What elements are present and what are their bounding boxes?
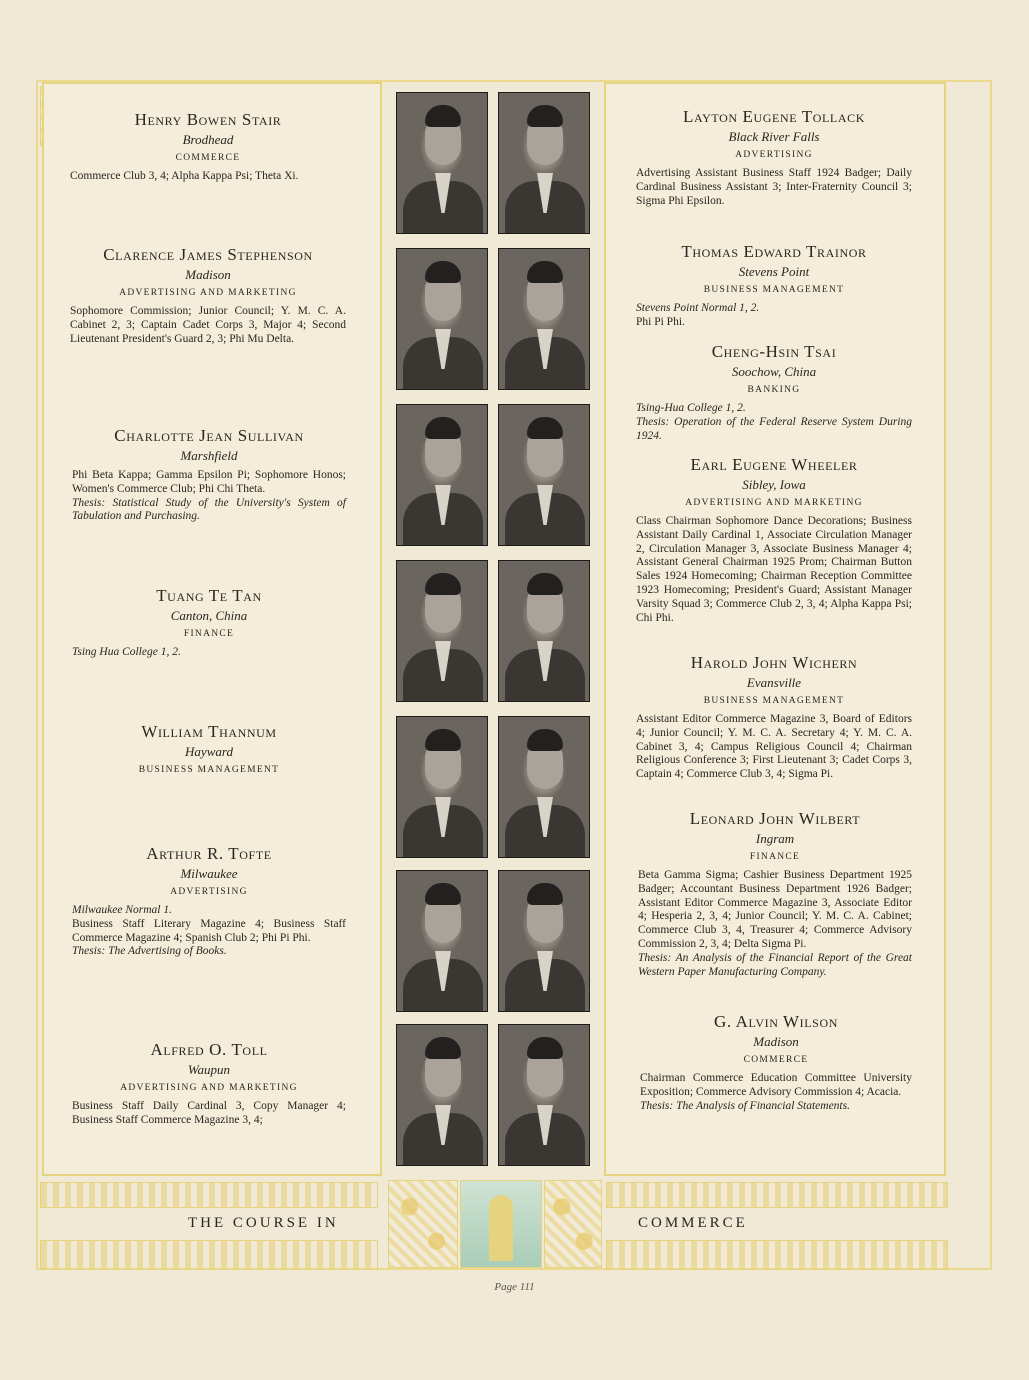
activities	[70, 305, 346, 346]
department: FINANCE	[749, 852, 801, 862]
student-entry	[636, 242, 912, 330]
hometown: Milwaukee	[180, 866, 238, 881]
department: FINANCE	[183, 629, 235, 639]
ornament-band-upper-right	[606, 1182, 948, 1208]
student-entry	[636, 107, 912, 208]
student-name: Charlotte Jean Sullivan	[114, 426, 304, 445]
student-name: Leonard John Wilbert	[689, 809, 861, 828]
portrait-photo-right	[498, 1024, 590, 1166]
activities-text: Phi Pi Phi.	[636, 315, 685, 328]
student-name: Clarence James Stephenson	[103, 245, 313, 264]
activities	[70, 170, 346, 184]
thesis-or-prior-school: Thesis: Operation of the Federal Reserve System During 1924.	[636, 415, 912, 442]
student-entry	[636, 653, 912, 782]
hometown: Soochow, China	[731, 364, 817, 379]
portrait-photo-right	[498, 716, 590, 858]
thesis-or-prior-school: Thesis: The Analysis of Financial Statements.	[640, 1099, 850, 1112]
thesis-or-prior-school: Tsing Hua College 1, 2.	[72, 646, 181, 658]
thesis-or-prior-school: Tsing-Hua College 1, 2.	[636, 402, 746, 414]
activities	[636, 713, 912, 782]
hometown: Ingram	[755, 831, 795, 846]
department: BUSINESS MANAGEMENT	[703, 696, 845, 706]
portrait-photo-left	[396, 1024, 488, 1166]
portrait-photo-left	[396, 404, 488, 546]
portrait-photo-right	[498, 560, 590, 702]
department: BUSINESS MANAGEMENT	[703, 285, 845, 295]
thesis-or-prior-school: Thesis: An Analysis of the Financial Report of the Great Western Paper Manufacturing Company.	[638, 951, 912, 978]
department: BUSINESS MANAGEMENT	[138, 765, 280, 775]
department: BANKING	[747, 385, 801, 395]
activities	[72, 469, 346, 524]
student-name: Thomas Edward Trainor	[681, 242, 867, 261]
activities-text: Commerce Club 3, 4; Alpha Kappa Psi; Theta Xi.	[70, 170, 299, 182]
activities-text: Beta Gamma Sigma; Cashier Business Department 1925 Badger; Accountant Business Department 1926 Badger; Assistant Editor Commerce Magazine 3, Associate Editor 4; Hesperia 2, 3, 4; Junior Council; Y. M. C. A. Cabinet; Commerce Club 3, 4, Treasurer 4; Commerce Advisory Commission 2, 3, 4; Delta Sigma Pi.	[638, 869, 912, 950]
activities	[72, 646, 346, 660]
thesis-or-prior-school: Thesis: The Advertising of Books.	[72, 945, 227, 958]
student-entry	[640, 1012, 912, 1113]
student-name: Henry Bowen Stair	[134, 110, 282, 129]
activities-text: Business Staff Daily Cardinal 3, Copy Manager 4; Business Staff Commerce Magazine 3, 4;	[72, 1100, 346, 1126]
hometown: Brodhead	[182, 132, 234, 147]
department: ADVERTISING	[170, 887, 248, 897]
activities	[640, 1072, 912, 1113]
ornament-center-left	[388, 1180, 458, 1268]
department: ADVERTISING AND MARKETING	[119, 288, 297, 298]
ornament-center-right	[544, 1180, 602, 1268]
student-name: Alfred O. Toll	[150, 1040, 268, 1059]
activities-text: Sophomore Commission; Junior Council; Y. M. C. A. Cabinet 2, 3; Captain Cadet Corps 3, Major 4; Second Lieutenant President's Guard 2, 3; Phi Mu Delta.	[70, 305, 346, 345]
activities	[636, 167, 912, 208]
hometown: Waupun	[187, 1062, 231, 1077]
footer-right-text: COMMERCE	[638, 1215, 748, 1231]
student-entry	[636, 455, 912, 625]
activities-text: Advertising Assistant Business Staff 1924 Badger; Daily Cardinal Business Assistant 3; Inter-Fraternity Council 3; Sigma Phi Epsilon.	[636, 167, 912, 207]
student-name: Arthur R. Tofte	[146, 844, 272, 863]
ornament-band-upper	[40, 1182, 378, 1208]
hometown: Stevens Point	[738, 264, 810, 279]
portrait-photo-right	[498, 92, 590, 234]
ornament-band-lower	[40, 1240, 378, 1270]
activities	[636, 302, 912, 330]
activities	[72, 1100, 346, 1128]
department: ADVERTISING AND MARKETING	[685, 498, 863, 508]
student-entry	[72, 844, 346, 959]
hometown: Canton, China	[170, 608, 248, 623]
activities-text: Assistant Editor Commerce Magazine 3, Board of Editors 4; Junior Council; Y. M. C. A. Secretary 4; Y. M. C. A. Cabinet 3, 4; Campus Religious Council 4; Chairman Religious Conference 3; First Lieutenant 3; Cadet Corps 3, Captain 4; Commerce Club 3, 4; Sigma Pi.	[636, 713, 912, 781]
department: COMMERCE	[175, 153, 241, 163]
activities	[636, 402, 912, 443]
student-entry	[70, 245, 346, 346]
activities-text: Chairman Commerce Education Committee University Exposition; Commerce Advisory Commission 4; Acacia.	[640, 1072, 912, 1098]
portrait-photo-right	[498, 870, 590, 1012]
activities	[72, 904, 346, 959]
student-entry	[638, 809, 912, 979]
student-name: G. Alvin Wilson	[714, 1012, 838, 1031]
activities-text: Class Chairman Sophomore Dance Decorations; Business Assistant Daily Cardinal 1, Associate Circulation Manager 2, Circulation Manager 3, Associate Business Manager 4; Assistant General Chairman 1925 Prom; Chairman Button Sales 1924 Homecoming; Chairman Reception Committee 1923 Homecoming; President's Guard; Assistant Manager Varsity Squad 3; Commerce Club 2, 3, 4; Alpha Kappa Psi; Chi Phi.	[636, 515, 912, 624]
student-name: Cheng-Hsin Tsai	[711, 342, 837, 361]
student-name: Tuang Te Tan	[156, 586, 262, 605]
thesis-or-prior-school: Milwaukee Normal 1.	[72, 904, 172, 916]
student-entry	[636, 342, 912, 443]
portrait-photo-left	[396, 560, 488, 702]
ornament-band-lower-right	[606, 1240, 948, 1270]
student-entry	[72, 1040, 346, 1128]
hometown: Hayward	[185, 744, 233, 759]
department: ADVERTISING AND MARKETING	[120, 1083, 298, 1093]
hometown: Madison	[185, 267, 231, 282]
portrait-photo-left	[396, 716, 488, 858]
department: COMMERCE	[743, 1055, 809, 1065]
student-name: Layton Eugene Tollack	[683, 107, 865, 126]
thesis-or-prior-school: Thesis: Statistical Study of the University's System of Tabulation and Purchasing.	[72, 496, 346, 523]
hometown: Evansville	[746, 675, 802, 690]
emblem-figure	[460, 1180, 542, 1268]
department: ADVERTISING	[735, 150, 813, 160]
footer-left-text: THE COURSE IN	[188, 1215, 339, 1231]
student-entry	[72, 722, 346, 778]
activities	[638, 869, 912, 979]
thesis-or-prior-school: Stevens Point Normal 1, 2.	[636, 302, 760, 314]
portrait-photo-right	[498, 404, 590, 546]
student-name: Harold John Wichern	[690, 653, 858, 672]
portrait-photo-left	[396, 92, 488, 234]
student-entry	[70, 110, 346, 184]
activities-text: Phi Beta Kappa; Gamma Epsilon Pi; Sophomore Honos; Women's Commerce Club; Phi Chi Theta.	[72, 469, 346, 495]
activities-text: Business Staff Literary Magazine 4; Business Staff Commerce Magazine 4; Spanish Club 2; Phi Pi Phi.	[72, 917, 346, 944]
hometown: Madison	[753, 1034, 799, 1049]
student-entry	[72, 426, 346, 524]
student-entry	[72, 586, 346, 660]
page-number: Page 111	[494, 1281, 535, 1293]
hometown: Black River Falls	[728, 129, 820, 144]
hometown: Sibley, Iowa	[742, 477, 806, 492]
portrait-photo-left	[396, 248, 488, 390]
activities	[636, 515, 912, 625]
hometown: Marshfield	[180, 448, 238, 463]
portrait-photo-left	[396, 870, 488, 1012]
portrait-photo-right	[498, 248, 590, 390]
student-name: William Thannum	[141, 722, 277, 741]
student-name: Earl Eugene Wheeler	[690, 455, 858, 474]
